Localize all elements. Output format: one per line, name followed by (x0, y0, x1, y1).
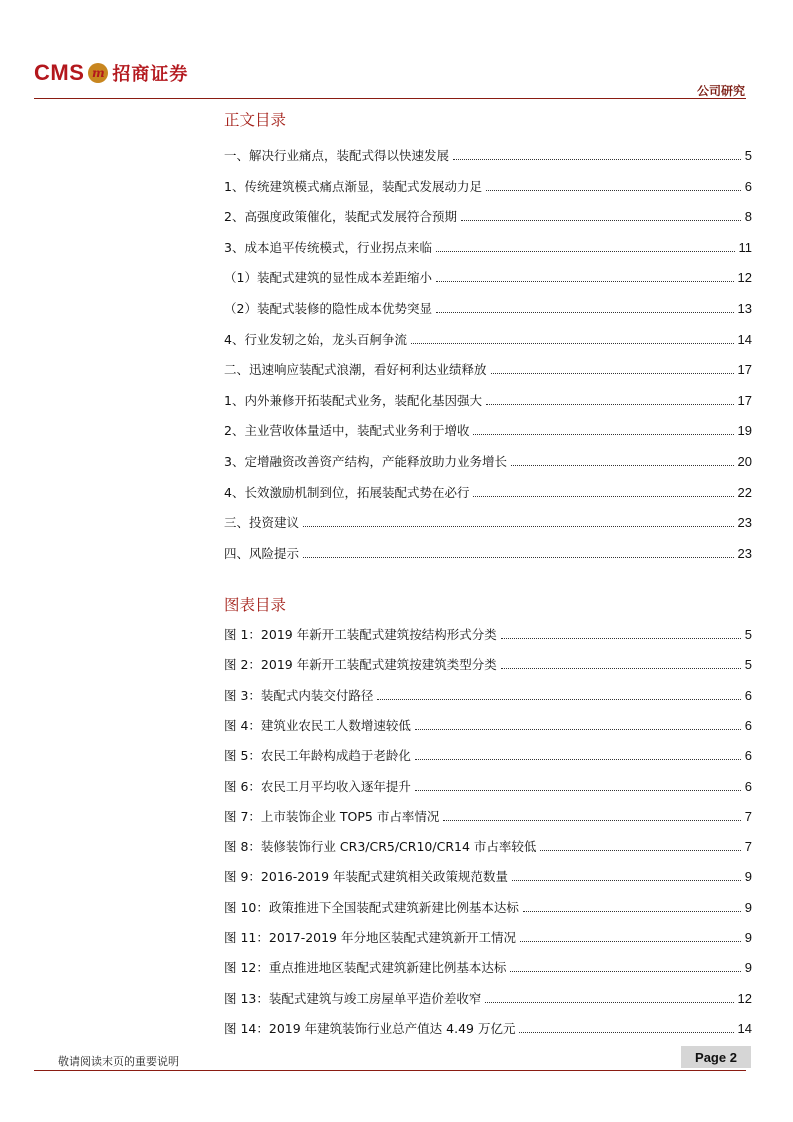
toc-entry-text: 2、主业营收体量适中，装配式业务利于增收 (224, 423, 470, 439)
figure-entry[interactable] (224, 899, 752, 917)
toc-entry-page-number: 11 (738, 239, 752, 255)
dot-leader (501, 638, 741, 639)
dot-leader (461, 220, 741, 221)
dot-leader (540, 850, 740, 851)
figure-entry[interactable] (224, 990, 752, 1008)
dot-leader (486, 404, 734, 405)
toc-entry[interactable] (224, 300, 752, 318)
figure-entry-text: 图 14：2019 年建筑装饰行业总产值达 4.49 万亿元 (224, 1020, 516, 1036)
figure-entry-text: 图 4：建筑业农民工人数增速较低 (224, 717, 411, 733)
toc-entry-text: 3、定增融资改善资产结构，产能释放助力业务增长 (224, 454, 507, 469)
toc-entry-text: 4、长效激励机制到位，拓展装配式势在必行 (224, 484, 470, 500)
toc-entry-page-number: 23 (737, 545, 752, 561)
dot-leader (520, 941, 741, 942)
logo-chinese-text: 招商证券 (112, 64, 189, 85)
toc-entry-text: 二、迅速响应装配式浪潮，看好柯利达业绩释放 (224, 362, 487, 378)
header-divider (34, 98, 746, 99)
figure-entry-text: 图 12：重点推进地区装配式建筑新建比例基本达标 (224, 960, 507, 976)
dot-leader (473, 496, 733, 497)
toc-entry-page-number: 12 (737, 270, 752, 286)
toc-entry-text: 四、风险提示 (224, 545, 300, 561)
footer-divider (34, 1070, 746, 1071)
toc-entry-page-number: 5 (744, 148, 752, 163)
toc-entry-text: 2、高强度政策催化，装配式发展符合预期 (224, 209, 457, 225)
dot-leader (491, 373, 734, 374)
figure-entry[interactable] (224, 747, 752, 765)
toc-entry[interactable] (224, 269, 752, 287)
toc-entry[interactable] (224, 239, 752, 257)
figure-entry-page-number: 6 (744, 748, 752, 764)
figure-entry[interactable] (224, 717, 752, 735)
company-logo (34, 60, 188, 86)
dot-leader (436, 251, 735, 252)
toc-entry[interactable] (224, 453, 752, 471)
figure-entry-page-number: 9 (744, 869, 752, 885)
toc-entry[interactable] (224, 361, 752, 379)
toc-entry-page-number: 14 (737, 331, 752, 347)
figure-entry-page-number: 12 (737, 990, 752, 1006)
figure-toc-title: 图表目录 (224, 596, 287, 614)
dot-leader (436, 312, 734, 313)
figure-entry[interactable] (224, 778, 752, 796)
figure-entry-page-number: 9 (744, 960, 752, 976)
toc-entry-text: 4、行业发轫之始，龙头百舸争流 (224, 331, 407, 347)
toc-entry[interactable] (224, 422, 752, 440)
dot-leader (511, 465, 734, 466)
dot-leader (415, 790, 741, 791)
dot-leader (415, 729, 741, 730)
figure-entry-text: 图 8：装修装饰行业 CR3/CR5/CR10/CR14 市占率较低 (224, 839, 537, 855)
figure-entry-text: 图 1：2019 年新开工装配式建筑按结构形式分类 (224, 627, 497, 642)
figure-entry-page-number: 5 (744, 627, 752, 642)
figure-entry-text: 图 9：2016-2019 年装配式建筑相关政策规范数量 (224, 869, 509, 885)
dot-leader (415, 759, 741, 760)
figure-entry-page-number: 6 (744, 687, 752, 703)
toc-entry[interactable] (224, 331, 752, 349)
figure-entry-text: 图 3：装配式内装交付路径 (224, 687, 374, 703)
dot-leader (510, 971, 740, 972)
toc-entry-page-number: 8 (744, 209, 752, 225)
dot-leader (377, 699, 740, 700)
dot-leader (473, 434, 733, 435)
figure-entry[interactable] (224, 808, 752, 826)
figure-entry[interactable] (224, 1020, 752, 1038)
figure-entry-text: 图 5：农民工年龄构成趋于老龄化 (224, 748, 411, 764)
figure-entry-page-number: 14 (737, 1020, 752, 1036)
figure-entry-page-number: 6 (744, 717, 752, 733)
figure-entry[interactable] (224, 959, 752, 977)
figure-entry[interactable] (224, 656, 752, 674)
toc-entry-page-number: 22 (737, 484, 752, 500)
toc-entry[interactable] (224, 208, 752, 226)
toc-entry-text: 三、投资建议 (224, 515, 300, 531)
dot-leader (411, 343, 734, 344)
dot-leader (303, 526, 734, 527)
figure-entry[interactable] (224, 929, 752, 947)
dot-leader (453, 159, 741, 160)
toc-title: 正文目录 (224, 111, 287, 129)
toc-entry-page-number: 13 (737, 301, 752, 316)
figure-entry[interactable] (224, 626, 752, 644)
figure-entry[interactable] (224, 868, 752, 886)
logo-cms-text: CMS (34, 60, 85, 85)
dot-leader (436, 281, 734, 282)
toc-entry-page-number: 19 (737, 423, 752, 439)
toc-entry-page-number: 20 (737, 454, 752, 469)
toc-entry-page-number: 17 (737, 362, 752, 378)
toc-entry-text: 1、内外兼修开拓装配式业务，装配化基因强大 (224, 392, 482, 408)
figure-entry[interactable] (224, 687, 752, 705)
toc-entry-page-number: 6 (744, 178, 752, 194)
figure-entry-text: 图 2：2019 年新开工装配式建筑按建筑类型分类 (224, 657, 497, 673)
toc-entry-text: 一、解决行业痛点，装配式得以快速发展 (224, 148, 450, 163)
toc-entry-text: 1、传统建筑模式痛点渐显，装配式发展动力足 (224, 178, 482, 194)
figure-entry-page-number: 9 (744, 899, 752, 915)
toc-entry-text: （2）装配式装修的隐性成本优势突显 (224, 301, 432, 316)
figure-entry-page-number: 5 (744, 657, 752, 673)
figure-entry-text: 图 11：2017-2019 年分地区装配式建筑新开工情况 (224, 930, 516, 945)
toc-entry[interactable] (224, 178, 752, 196)
figure-entry-text: 图 7：上市装饰企业 TOP5 市占率情况 (224, 808, 440, 824)
dot-leader (523, 911, 741, 912)
figure-entry-page-number: 6 (744, 778, 752, 794)
toc-entry[interactable] (224, 147, 752, 165)
toc-entry-text: （1）装配式建筑的显性成本差距缩小 (224, 270, 432, 286)
dot-leader (501, 668, 741, 669)
dot-leader (485, 1002, 733, 1003)
dot-leader (486, 190, 741, 191)
toc-entry[interactable] (224, 514, 752, 532)
toc-entry[interactable] (224, 392, 752, 410)
figure-entry-page-number: 9 (744, 930, 752, 945)
disclaimer-note: 敬请阅读末页的重要说明 (58, 1055, 179, 1068)
report-type-label: 公司研究 (696, 84, 745, 98)
figure-entry-text: 图 6：农民工月平均收入逐年提升 (224, 778, 411, 794)
logo-badge-icon: m (88, 63, 108, 83)
dot-leader (303, 557, 734, 558)
toc-entry[interactable] (224, 484, 752, 502)
figure-entry-page-number: 7 (744, 839, 752, 855)
dot-leader (443, 820, 740, 821)
dot-leader (519, 1032, 733, 1033)
dot-leader (512, 880, 741, 881)
figure-entry-text: 图 10：政策推进下全国装配式建筑新建比例基本达标 (224, 899, 519, 915)
figure-entry-page-number: 7 (744, 808, 752, 824)
toc-entry-page-number: 23 (737, 515, 752, 531)
toc-entry-text: 3、成本追平传统模式，行业拐点来临 (224, 239, 432, 255)
page-number-badge: Page 2 (681, 1046, 751, 1068)
toc-entry[interactable] (224, 545, 752, 563)
figure-entry[interactable] (224, 838, 752, 856)
toc-entry-page-number: 17 (737, 392, 752, 408)
figure-entry-text: 图 13：装配式建筑与竣工房屋单平造价差收窄 (224, 990, 482, 1006)
